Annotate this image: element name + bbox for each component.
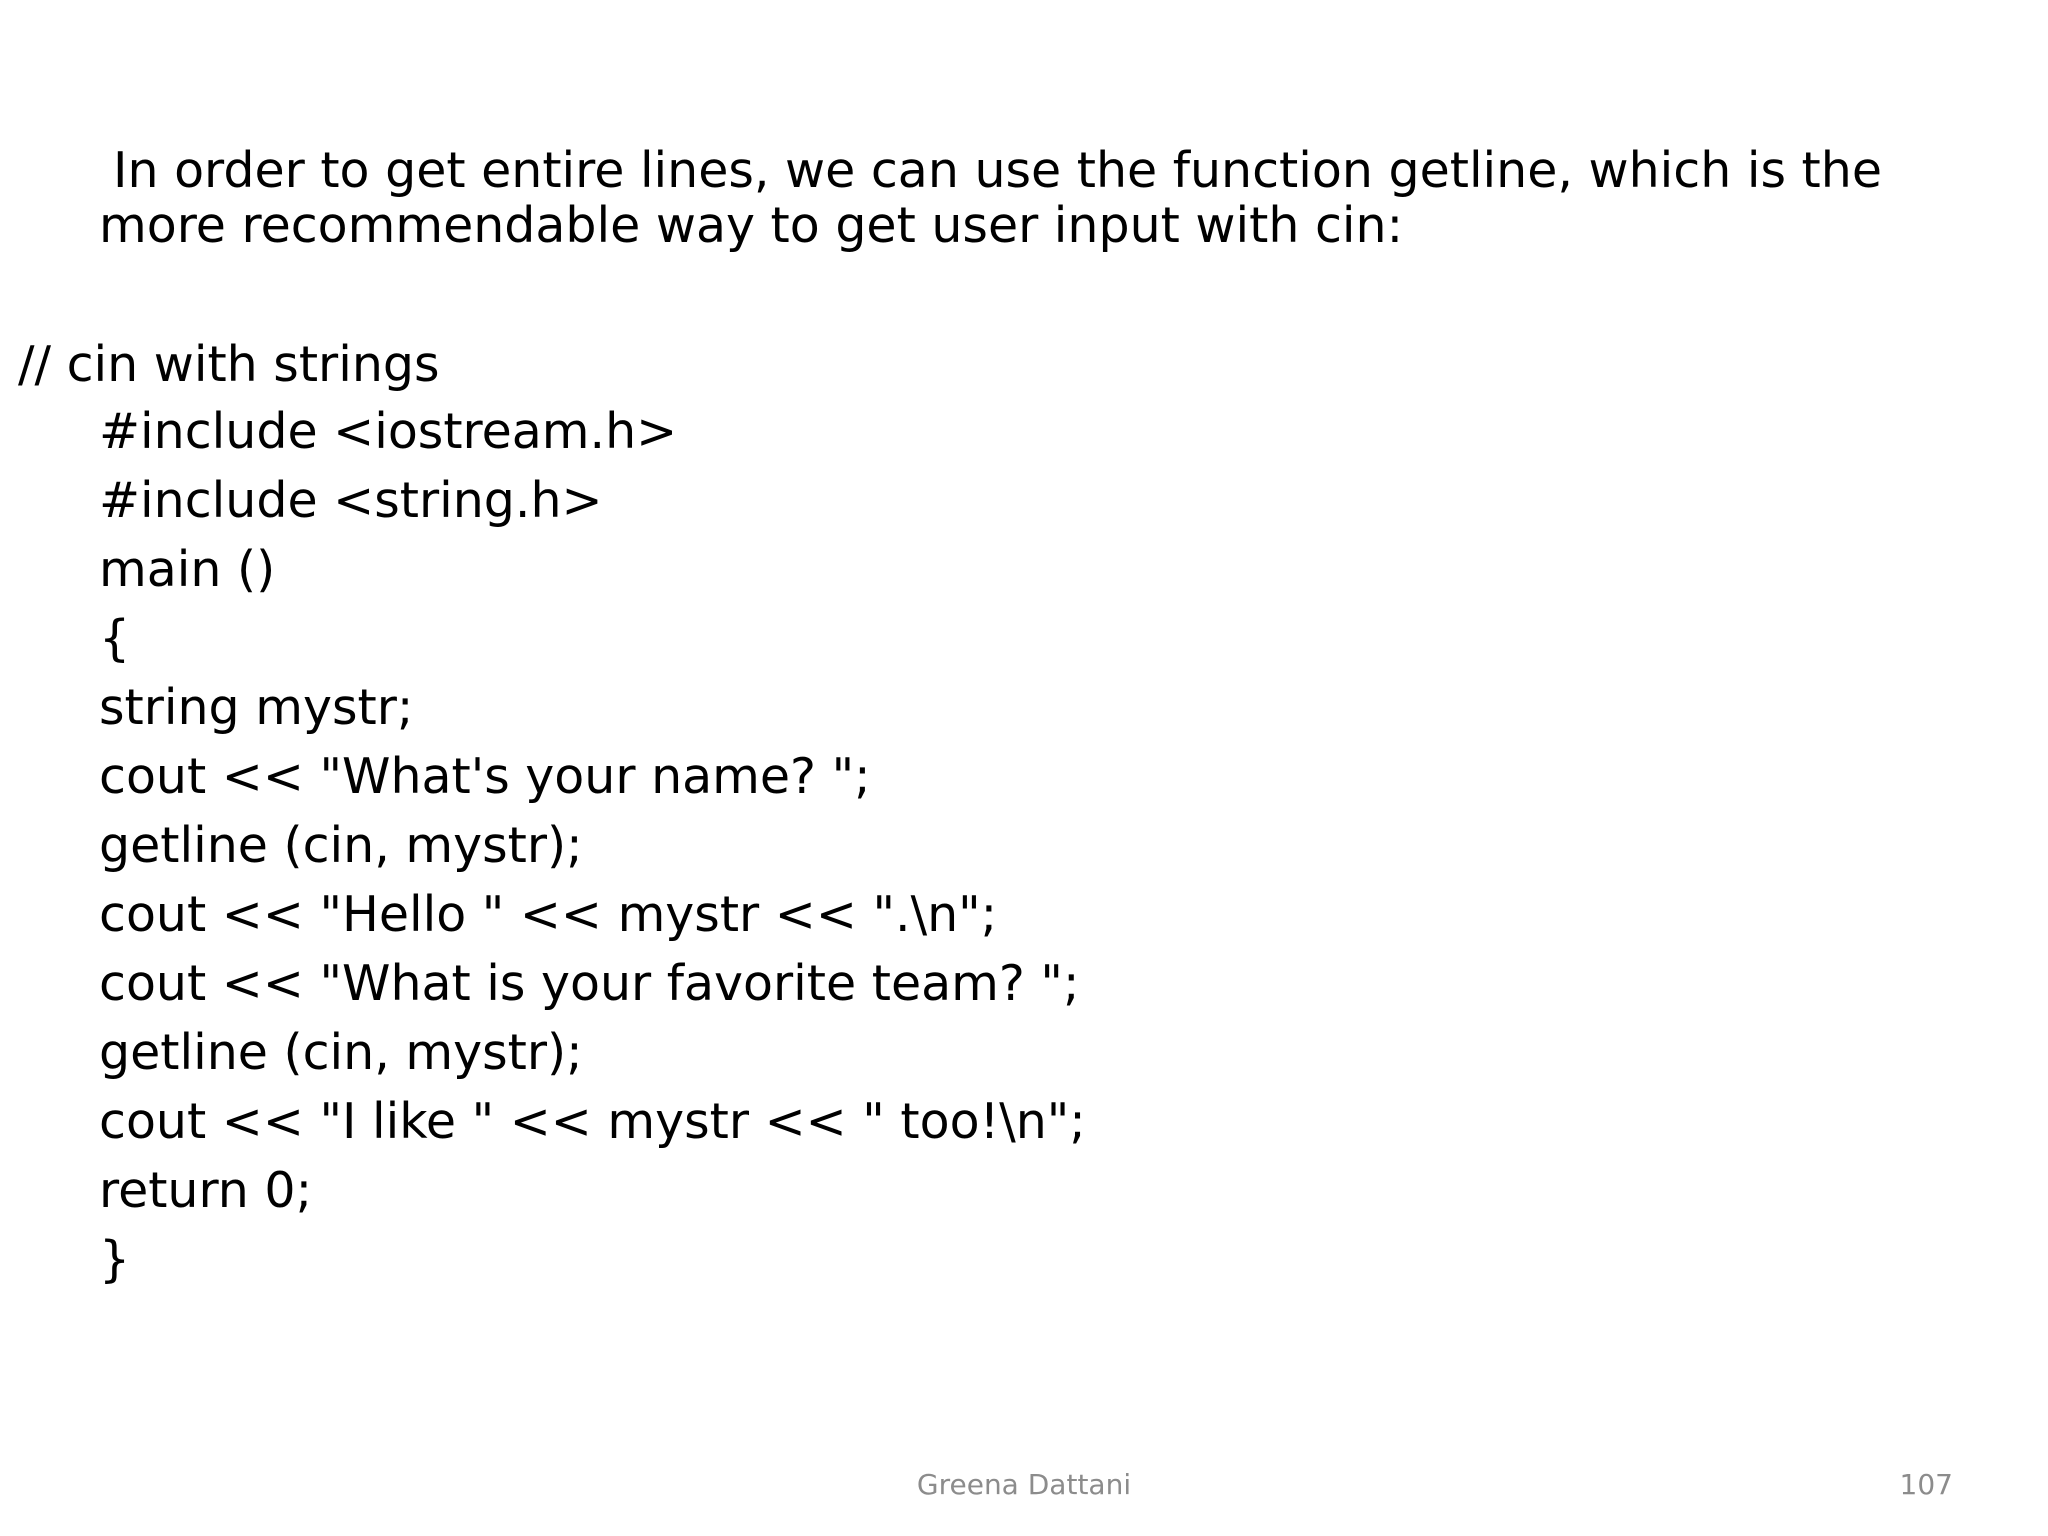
intro-line-2: more recommendable way to get user input with cin: xyxy=(99,197,1404,254)
code-line: cout << "I like " << mystr << " too!\n"; xyxy=(99,1093,1086,1150)
code-line: #include <string.h> xyxy=(99,472,603,529)
intro-line-1: In order to get entire lines, we can use the function getline, which is the xyxy=(113,142,1882,199)
code-line: { xyxy=(99,610,131,667)
code-line: return 0; xyxy=(99,1162,313,1219)
code-line: main () xyxy=(99,541,276,598)
code-line: } xyxy=(99,1231,131,1288)
code-comment: // cin with strings xyxy=(18,336,440,393)
code-block xyxy=(99,404,1086,1301)
code-line: getline (cin, mystr); xyxy=(99,817,583,874)
code-line: cout << "What is your favorite team? "; xyxy=(99,955,1080,1012)
page-number: 107 xyxy=(1899,1468,1953,1501)
code-line: string mystr; xyxy=(99,679,414,736)
code-line: cout << "Hello " << mystr << ".\n"; xyxy=(99,886,998,943)
code-line: cout << "What's your name? "; xyxy=(99,748,871,805)
intro-paragraph xyxy=(99,143,1979,253)
footer-author: Greena Dattani xyxy=(916,1468,1132,1501)
code-line: #include <iostream.h> xyxy=(99,403,678,460)
code-line: getline (cin, mystr); xyxy=(99,1024,583,1081)
